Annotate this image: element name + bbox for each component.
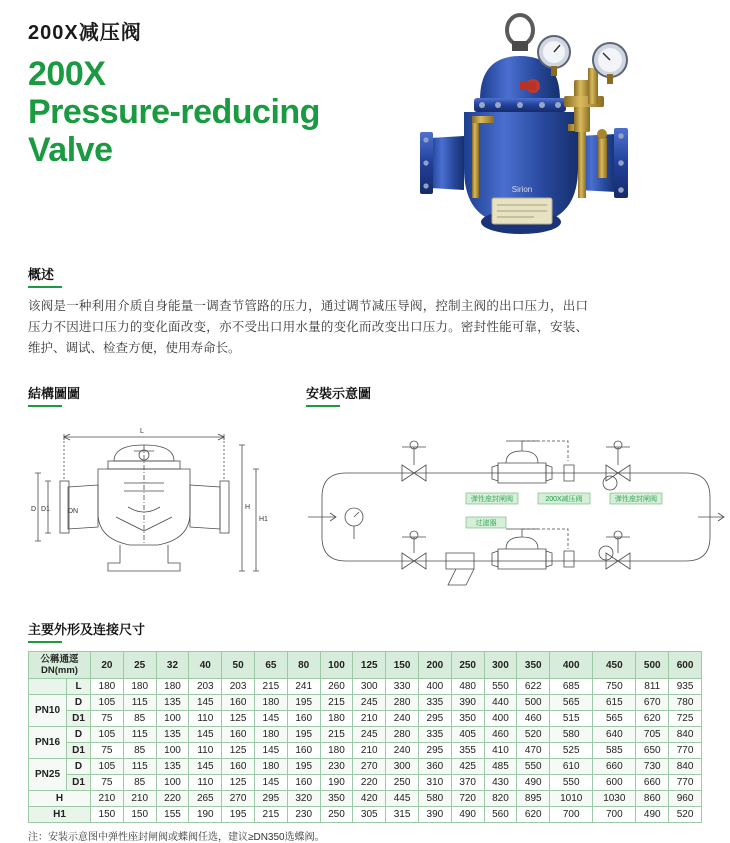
cell: 1010: [550, 791, 593, 807]
table-row: [29, 679, 702, 695]
cell: 160: [222, 759, 255, 775]
corner-label-bottom: DN(mm): [41, 665, 78, 676]
product-subtitle: 200X减压阀: [28, 22, 142, 44]
cell: 115: [123, 759, 156, 775]
overview-section: [28, 264, 702, 359]
cell: 300: [353, 679, 386, 695]
cell: 220: [156, 791, 189, 807]
cell: 305: [353, 807, 386, 823]
cell: 245: [353, 727, 386, 743]
row-param-label: D1: [67, 775, 91, 791]
cell: 470: [517, 743, 550, 759]
cell: 155: [156, 807, 189, 823]
col-header: 150: [386, 652, 419, 679]
cell: 660: [636, 775, 669, 791]
cell: 203: [222, 679, 255, 695]
dim-label-L: L: [140, 428, 144, 435]
cell: 390: [451, 695, 484, 711]
cell: 180: [320, 743, 353, 759]
cell: 160: [287, 711, 320, 727]
cell: 400: [484, 711, 517, 727]
cell: 240: [386, 711, 419, 727]
cell: 485: [484, 759, 517, 775]
cell: 960: [669, 791, 702, 807]
row-group-label: [29, 679, 67, 695]
cell: 770: [669, 775, 702, 791]
cell: 445: [386, 791, 419, 807]
cell: 210: [353, 711, 386, 727]
cell: 550: [550, 775, 593, 791]
cell: 280: [386, 695, 419, 711]
cell: 180: [156, 679, 189, 695]
dim-label-H1: H1: [259, 516, 268, 523]
cell: 100: [156, 743, 189, 759]
cell: 520: [517, 727, 550, 743]
structure-drawing: [28, 421, 278, 596]
cell: 840: [669, 727, 702, 743]
cell: 105: [91, 727, 124, 743]
row-group-label: PN25: [29, 759, 67, 791]
col-header: 50: [222, 652, 255, 679]
cell: 565: [550, 695, 593, 711]
cell: 490: [517, 775, 550, 791]
cell: 210: [353, 743, 386, 759]
cell: 195: [222, 807, 255, 823]
cell: 515: [550, 711, 593, 727]
col-header: 600: [669, 652, 702, 679]
cell: 160: [287, 743, 320, 759]
cell: 295: [254, 791, 287, 807]
cell: 295: [418, 711, 451, 727]
overview-body: 该阀是一种利用介质自身能量一调查节管路的压力，通过调节减压导阀，控制主阀的出口压力，出口压力不因进口压力的变化面改变，亦不受出口用水量的变化而改变出口压力。密封性能可靠，安装、维护、调试、检查方便，使用寿命长。: [28, 299, 588, 355]
cell: 320: [287, 791, 320, 807]
col-header: 40: [189, 652, 222, 679]
label-200x-valve: 200X减压阀: [545, 496, 583, 503]
cell: 85: [123, 711, 156, 727]
cell: 860: [636, 791, 669, 807]
cell: 820: [484, 791, 517, 807]
cell: 195: [287, 695, 320, 711]
cell: 195: [287, 759, 320, 775]
dimensions-table: [28, 651, 702, 823]
cell: 265: [189, 791, 222, 807]
cell: 565: [593, 711, 636, 727]
cell: 700: [593, 807, 636, 823]
row-group-label: PN10: [29, 695, 67, 727]
cell: 811: [636, 679, 669, 695]
cell: 190: [189, 807, 222, 823]
cell: 720: [451, 791, 484, 807]
cell: 1030: [593, 791, 636, 807]
label-gate-valve-right: 弹性座封闸阀: [615, 496, 657, 503]
cell: 335: [418, 695, 451, 711]
cell: 230: [320, 759, 353, 775]
col-header: 500: [636, 652, 669, 679]
table-row: [29, 743, 702, 759]
col-header: 100: [320, 652, 353, 679]
cell: 405: [451, 727, 484, 743]
cell: 770: [669, 743, 702, 759]
table-row: [29, 791, 702, 807]
table-row: [29, 775, 702, 791]
cell: 270: [353, 759, 386, 775]
cell: 705: [636, 727, 669, 743]
structure-drawing-block: [28, 383, 278, 601]
col-header: 80: [287, 652, 320, 679]
cell: 390: [418, 807, 451, 823]
cell: 115: [123, 695, 156, 711]
cell: 355: [451, 743, 484, 759]
drawings-section: [28, 383, 702, 601]
cell: 580: [550, 727, 593, 743]
cell: 145: [189, 727, 222, 743]
dimensions-section: [28, 619, 702, 843]
cell: 700: [550, 807, 593, 823]
cell: 360: [418, 759, 451, 775]
cell: 420: [353, 791, 386, 807]
dim-label-DN: DN: [68, 508, 79, 515]
cell: 650: [636, 743, 669, 759]
row-param-label: D1: [67, 743, 91, 759]
cell: 135: [156, 759, 189, 775]
cell: 145: [254, 711, 287, 727]
cell: 180: [254, 727, 287, 743]
svg-text:Sirion: Sirion: [511, 185, 533, 194]
cell: 330: [386, 679, 419, 695]
cell: 610: [550, 759, 593, 775]
cell: 500: [517, 695, 550, 711]
row-param-label: H: [29, 791, 91, 807]
cell: 241: [287, 679, 320, 695]
cell: 370: [451, 775, 484, 791]
cell: 430: [484, 775, 517, 791]
cell: 935: [669, 679, 702, 695]
table-row: [29, 695, 702, 711]
cell: 260: [320, 679, 353, 695]
cell: 685: [550, 679, 593, 695]
cell: 520: [669, 807, 702, 823]
cell: 460: [517, 711, 550, 727]
dimensions-heading: 主要外形及连接尺寸: [28, 619, 702, 643]
installation-heading: 安裝示意圖: [306, 383, 726, 407]
installation-drawing: [306, 421, 726, 596]
cell: 250: [320, 807, 353, 823]
table-row: [29, 727, 702, 743]
cell: 550: [484, 679, 517, 695]
cell: 295: [418, 743, 451, 759]
cell: 105: [91, 695, 124, 711]
cell: 75: [91, 775, 124, 791]
cell: 580: [418, 791, 451, 807]
cell: 105: [91, 759, 124, 775]
col-header: 65: [254, 652, 287, 679]
cell: 180: [91, 679, 124, 695]
table-corner-label: [29, 652, 91, 679]
cell: 730: [636, 759, 669, 775]
dim-label-D: D: [31, 506, 37, 513]
structure-heading: 結構圖圖: [28, 383, 278, 407]
cell: 195: [287, 727, 320, 743]
cell: 215: [254, 679, 287, 695]
cell: 125: [222, 711, 255, 727]
cell: 620: [517, 807, 550, 823]
installation-drawing-block: [306, 383, 726, 601]
cell: 250: [386, 775, 419, 791]
cell: 230: [287, 807, 320, 823]
cell: 350: [320, 791, 353, 807]
cell: 160: [222, 727, 255, 743]
valve-photo: [402, 8, 692, 258]
cell: 280: [386, 727, 419, 743]
cell: 620: [636, 711, 669, 727]
cell: 410: [484, 743, 517, 759]
cell: 125: [222, 743, 255, 759]
dim-label-D1: D1: [41, 506, 50, 513]
col-header: 20: [91, 652, 124, 679]
cell: 180: [254, 759, 287, 775]
cell: 215: [320, 695, 353, 711]
col-header: 400: [550, 652, 593, 679]
cell: 550: [517, 759, 550, 775]
cell: 203: [189, 679, 222, 695]
cell: 490: [451, 807, 484, 823]
title-line-1: 200X: [28, 55, 106, 93]
cell: 660: [593, 759, 636, 775]
cell: 525: [550, 743, 593, 759]
cell: 145: [189, 695, 222, 711]
cell: 125: [222, 775, 255, 791]
corner-label-top: 公稱通逕: [40, 654, 79, 665]
title-line-3: Valve: [28, 131, 113, 169]
cell: 150: [91, 807, 124, 823]
row-param-label: D: [67, 727, 91, 743]
cell: 670: [636, 695, 669, 711]
table-header-row: [29, 652, 702, 679]
cell: 440: [484, 695, 517, 711]
cell: 115: [123, 727, 156, 743]
cell: 85: [123, 743, 156, 759]
title-line-2: Pressure-reducing: [28, 93, 320, 131]
cell: 895: [517, 791, 550, 807]
col-header: 450: [593, 652, 636, 679]
cell: 100: [156, 711, 189, 727]
col-header: 125: [353, 652, 386, 679]
cell: 100: [156, 775, 189, 791]
dim-label-H: H: [245, 504, 251, 511]
cell: 180: [123, 679, 156, 695]
cell: 245: [353, 695, 386, 711]
cell: 135: [156, 695, 189, 711]
label-strainer: 过滤器: [475, 520, 497, 527]
cell: 160: [287, 775, 320, 791]
cell: 490: [636, 807, 669, 823]
col-header: 25: [123, 652, 156, 679]
cell: 615: [593, 695, 636, 711]
cell: 425: [451, 759, 484, 775]
cell: 180: [320, 711, 353, 727]
row-param-label: D: [67, 695, 91, 711]
table-note: 注：安装示意图中弹性座封闸阀或蝶阀任选，建议≥DN350选蝶阀。: [28, 832, 325, 843]
col-header: 250: [451, 652, 484, 679]
cell: 640: [593, 727, 636, 743]
cell: 135: [156, 727, 189, 743]
cell: 585: [593, 743, 636, 759]
cell: 210: [123, 791, 156, 807]
cell: 150: [123, 807, 156, 823]
cell: 750: [593, 679, 636, 695]
col-header: 200: [418, 652, 451, 679]
cell: 145: [254, 743, 287, 759]
cell: 190: [320, 775, 353, 791]
cell: 180: [254, 695, 287, 711]
cell: 350: [451, 711, 484, 727]
label-gate-valve-left: 弹性座封闸阀: [471, 496, 513, 503]
header: [28, 0, 702, 258]
cell: 75: [91, 743, 124, 759]
cell: 480: [451, 679, 484, 695]
cell: 310: [418, 775, 451, 791]
cell: 460: [484, 727, 517, 743]
col-header: 32: [156, 652, 189, 679]
cell: 270: [222, 791, 255, 807]
cell: 725: [669, 711, 702, 727]
row-param-label: L: [67, 679, 91, 695]
cell: 110: [189, 775, 222, 791]
cell: 220: [353, 775, 386, 791]
cell: 240: [386, 743, 419, 759]
cell: 160: [222, 695, 255, 711]
cell: 300: [386, 759, 419, 775]
cell: 840: [669, 759, 702, 775]
col-header: 300: [484, 652, 517, 679]
cell: 215: [320, 727, 353, 743]
cell: 600: [593, 775, 636, 791]
cell: 110: [189, 711, 222, 727]
cell: 110: [189, 743, 222, 759]
cell: 215: [254, 807, 287, 823]
cell: 780: [669, 695, 702, 711]
cell: 75: [91, 711, 124, 727]
row-param-label: D: [67, 759, 91, 775]
row-param-label: D1: [67, 711, 91, 727]
overview-heading: 概述: [28, 264, 702, 288]
cell: 315: [386, 807, 419, 823]
table-row: [29, 807, 702, 823]
cell: 85: [123, 775, 156, 791]
cell: 622: [517, 679, 550, 695]
cell: 335: [418, 727, 451, 743]
cell: 145: [254, 775, 287, 791]
table-row: [29, 759, 702, 775]
cell: 560: [484, 807, 517, 823]
row-group-label: PN16: [29, 727, 67, 759]
table-row: [29, 711, 702, 727]
cell: 210: [91, 791, 124, 807]
row-param-label: H1: [29, 807, 91, 823]
cell: 145: [189, 759, 222, 775]
cell: 400: [418, 679, 451, 695]
col-header: 350: [517, 652, 550, 679]
